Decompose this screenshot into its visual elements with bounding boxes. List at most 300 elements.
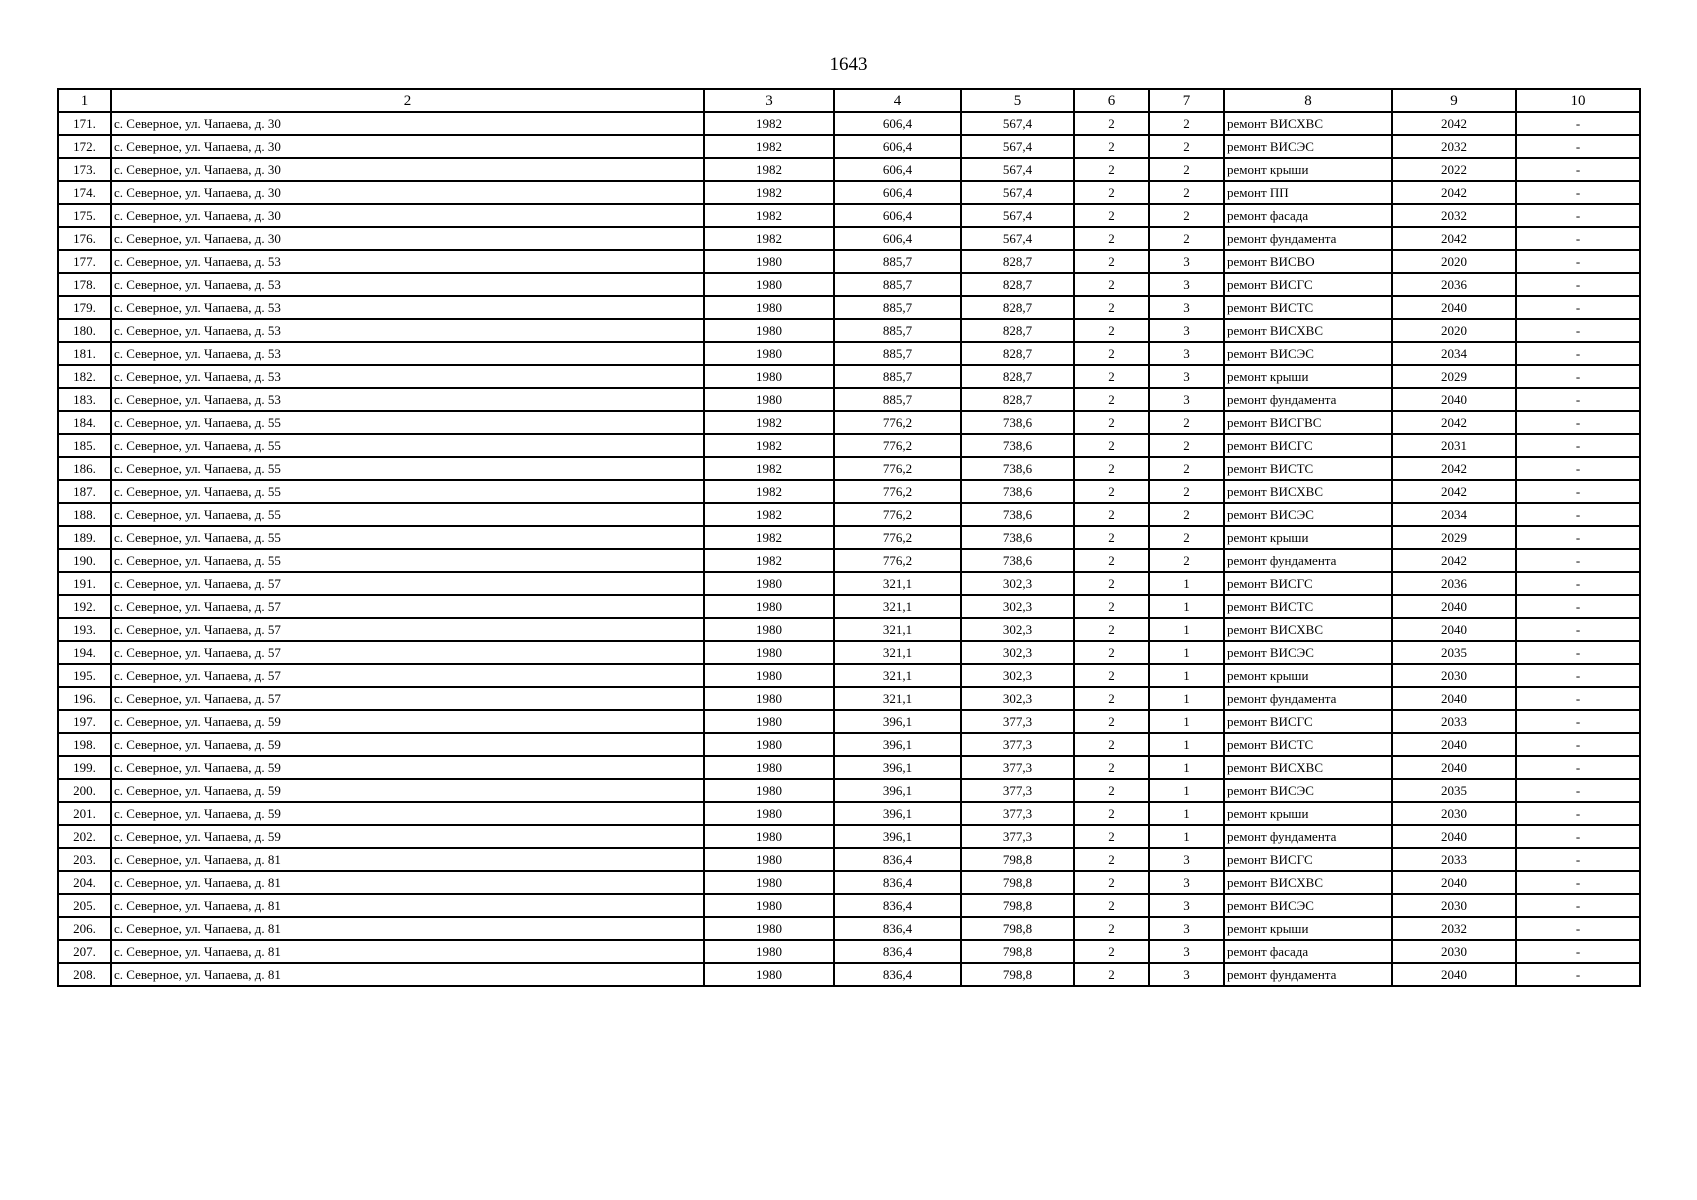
table-row bbox=[58, 319, 1640, 342]
entrances-cell: 2 bbox=[1149, 411, 1224, 434]
table-row bbox=[58, 687, 1640, 710]
total-area-cell: 776,2 bbox=[834, 503, 961, 526]
address-cell: с. Северное, ул. Чапаева, д. 57 bbox=[111, 641, 704, 664]
entrances-cell: 1 bbox=[1149, 733, 1224, 756]
year-cell: 1980 bbox=[704, 848, 834, 871]
table-row bbox=[58, 296, 1640, 319]
note-cell: - bbox=[1516, 158, 1640, 181]
year-cell: 1980 bbox=[704, 365, 834, 388]
entrances-cell: 1 bbox=[1149, 779, 1224, 802]
address-cell: с. Северное, ул. Чапаева, д. 30 bbox=[111, 227, 704, 250]
row-number-cell: 205. bbox=[58, 894, 111, 917]
floors-cell: 2 bbox=[1074, 388, 1149, 411]
row-number-cell: 181. bbox=[58, 342, 111, 365]
row-number-cell: 178. bbox=[58, 273, 111, 296]
table-row bbox=[58, 135, 1640, 158]
note-cell: - bbox=[1516, 457, 1640, 480]
floors-cell: 2 bbox=[1074, 480, 1149, 503]
column-header: 7 bbox=[1149, 89, 1224, 112]
note-cell: - bbox=[1516, 733, 1640, 756]
table-row bbox=[58, 434, 1640, 457]
address-cell: с. Северное, ул. Чапаева, д. 55 bbox=[111, 457, 704, 480]
header-row bbox=[58, 89, 1640, 112]
column-header: 10 bbox=[1516, 89, 1640, 112]
table-row bbox=[58, 733, 1640, 756]
year-cell: 1982 bbox=[704, 135, 834, 158]
planned-year-cell: 2022 bbox=[1392, 158, 1516, 181]
address-cell: с. Северное, ул. Чапаева, д. 53 bbox=[111, 296, 704, 319]
table-row bbox=[58, 250, 1640, 273]
entrances-cell: 2 bbox=[1149, 526, 1224, 549]
row-number-cell: 192. bbox=[58, 595, 111, 618]
table-row bbox=[58, 480, 1640, 503]
address-cell: с. Северное, ул. Чапаева, д. 59 bbox=[111, 802, 704, 825]
floors-cell: 2 bbox=[1074, 503, 1149, 526]
planned-year-cell: 2042 bbox=[1392, 181, 1516, 204]
entrances-cell: 3 bbox=[1149, 848, 1224, 871]
floors-cell: 2 bbox=[1074, 664, 1149, 687]
floors-cell: 2 bbox=[1074, 641, 1149, 664]
total-area-cell: 321,1 bbox=[834, 595, 961, 618]
entrances-cell: 3 bbox=[1149, 319, 1224, 342]
note-cell: - bbox=[1516, 135, 1640, 158]
planned-year-cell: 2032 bbox=[1392, 917, 1516, 940]
table-row bbox=[58, 848, 1640, 871]
floors-cell: 2 bbox=[1074, 687, 1149, 710]
table-row bbox=[58, 365, 1640, 388]
planned-year-cell: 2033 bbox=[1392, 710, 1516, 733]
work-type-cell: ремонт фундамента bbox=[1224, 388, 1392, 411]
planned-year-cell: 2040 bbox=[1392, 595, 1516, 618]
work-type-cell: ремонт ВИСГС bbox=[1224, 848, 1392, 871]
entrances-cell: 2 bbox=[1149, 112, 1224, 135]
entrances-cell: 2 bbox=[1149, 204, 1224, 227]
total-area-cell: 321,1 bbox=[834, 664, 961, 687]
total-area-cell: 396,1 bbox=[834, 733, 961, 756]
year-cell: 1982 bbox=[704, 526, 834, 549]
year-cell: 1982 bbox=[704, 434, 834, 457]
row-number-cell: 193. bbox=[58, 618, 111, 641]
column-header: 8 bbox=[1224, 89, 1392, 112]
note-cell: - bbox=[1516, 963, 1640, 986]
row-number-cell: 195. bbox=[58, 664, 111, 687]
table-row bbox=[58, 641, 1640, 664]
entrances-cell: 3 bbox=[1149, 365, 1224, 388]
address-cell: с. Северное, ул. Чапаева, д. 57 bbox=[111, 595, 704, 618]
row-number-cell: 208. bbox=[58, 963, 111, 986]
note-cell: - bbox=[1516, 871, 1640, 894]
living-area-cell: 828,7 bbox=[961, 296, 1074, 319]
address-cell: с. Северное, ул. Чапаева, д. 53 bbox=[111, 388, 704, 411]
address-cell: с. Северное, ул. Чапаева, д. 57 bbox=[111, 618, 704, 641]
total-area-cell: 776,2 bbox=[834, 434, 961, 457]
note-cell: - bbox=[1516, 273, 1640, 296]
row-number-cell: 191. bbox=[58, 572, 111, 595]
year-cell: 1982 bbox=[704, 112, 834, 135]
floors-cell: 2 bbox=[1074, 779, 1149, 802]
year-cell: 1980 bbox=[704, 641, 834, 664]
entrances-cell: 1 bbox=[1149, 572, 1224, 595]
floors-cell: 2 bbox=[1074, 963, 1149, 986]
entrances-cell: 3 bbox=[1149, 917, 1224, 940]
total-area-cell: 321,1 bbox=[834, 687, 961, 710]
entrances-cell: 2 bbox=[1149, 457, 1224, 480]
floors-cell: 2 bbox=[1074, 917, 1149, 940]
floors-cell: 2 bbox=[1074, 802, 1149, 825]
floors-cell: 2 bbox=[1074, 342, 1149, 365]
work-type-cell: ремонт крыши bbox=[1224, 802, 1392, 825]
living-area-cell: 828,7 bbox=[961, 273, 1074, 296]
table-row bbox=[58, 940, 1640, 963]
table-row bbox=[58, 158, 1640, 181]
entrances-cell: 1 bbox=[1149, 710, 1224, 733]
living-area-cell: 567,4 bbox=[961, 227, 1074, 250]
work-type-cell: ремонт ВИСХВС bbox=[1224, 319, 1392, 342]
work-type-cell: ремонт крыши bbox=[1224, 664, 1392, 687]
row-number-cell: 204. bbox=[58, 871, 111, 894]
year-cell: 1982 bbox=[704, 204, 834, 227]
floors-cell: 2 bbox=[1074, 756, 1149, 779]
planned-year-cell: 2030 bbox=[1392, 894, 1516, 917]
address-cell: с. Северное, ул. Чапаева, д. 55 bbox=[111, 526, 704, 549]
entrances-cell: 1 bbox=[1149, 618, 1224, 641]
year-cell: 1980 bbox=[704, 388, 834, 411]
table-row bbox=[58, 342, 1640, 365]
row-number-cell: 187. bbox=[58, 480, 111, 503]
floors-cell: 2 bbox=[1074, 595, 1149, 618]
total-area-cell: 396,1 bbox=[834, 825, 961, 848]
table-row bbox=[58, 595, 1640, 618]
entrances-cell: 2 bbox=[1149, 434, 1224, 457]
row-number-cell: 198. bbox=[58, 733, 111, 756]
row-number-cell: 184. bbox=[58, 411, 111, 434]
address-cell: с. Северное, ул. Чапаева, д. 59 bbox=[111, 779, 704, 802]
work-type-cell: ремонт ВИСГВС bbox=[1224, 411, 1392, 434]
living-area-cell: 302,3 bbox=[961, 572, 1074, 595]
planned-year-cell: 2029 bbox=[1392, 365, 1516, 388]
floors-cell: 2 bbox=[1074, 158, 1149, 181]
living-area-cell: 798,8 bbox=[961, 917, 1074, 940]
work-type-cell: ремонт ВИСГС bbox=[1224, 434, 1392, 457]
note-cell: - bbox=[1516, 204, 1640, 227]
year-cell: 1980 bbox=[704, 894, 834, 917]
total-area-cell: 836,4 bbox=[834, 871, 961, 894]
address-cell: с. Северное, ул. Чапаева, д. 55 bbox=[111, 434, 704, 457]
year-cell: 1980 bbox=[704, 756, 834, 779]
year-cell: 1980 bbox=[704, 963, 834, 986]
floors-cell: 2 bbox=[1074, 296, 1149, 319]
table-row bbox=[58, 917, 1640, 940]
address-cell: с. Северное, ул. Чапаева, д. 30 bbox=[111, 181, 704, 204]
floors-cell: 2 bbox=[1074, 733, 1149, 756]
row-number-cell: 196. bbox=[58, 687, 111, 710]
living-area-cell: 828,7 bbox=[961, 388, 1074, 411]
year-cell: 1980 bbox=[704, 319, 834, 342]
entrances-cell: 1 bbox=[1149, 687, 1224, 710]
year-cell: 1980 bbox=[704, 342, 834, 365]
column-header: 3 bbox=[704, 89, 834, 112]
year-cell: 1980 bbox=[704, 733, 834, 756]
planned-year-cell: 2042 bbox=[1392, 227, 1516, 250]
table-row bbox=[58, 963, 1640, 986]
table-row bbox=[58, 181, 1640, 204]
work-type-cell: ремонт ВИСЭС bbox=[1224, 894, 1392, 917]
total-area-cell: 606,4 bbox=[834, 227, 961, 250]
entrances-cell: 3 bbox=[1149, 963, 1224, 986]
row-number-cell: 175. bbox=[58, 204, 111, 227]
year-cell: 1980 bbox=[704, 572, 834, 595]
living-area-cell: 828,7 bbox=[961, 319, 1074, 342]
table-row bbox=[58, 572, 1640, 595]
entrances-cell: 2 bbox=[1149, 158, 1224, 181]
column-header: 1 bbox=[58, 89, 111, 112]
table-row bbox=[58, 227, 1640, 250]
entrances-cell: 3 bbox=[1149, 388, 1224, 411]
living-area-cell: 377,3 bbox=[961, 733, 1074, 756]
note-cell: - bbox=[1516, 802, 1640, 825]
planned-year-cell: 2036 bbox=[1392, 572, 1516, 595]
planned-year-cell: 2030 bbox=[1392, 802, 1516, 825]
total-area-cell: 321,1 bbox=[834, 641, 961, 664]
planned-year-cell: 2040 bbox=[1392, 963, 1516, 986]
year-cell: 1980 bbox=[704, 687, 834, 710]
total-area-cell: 396,1 bbox=[834, 756, 961, 779]
row-number-cell: 183. bbox=[58, 388, 111, 411]
note-cell: - bbox=[1516, 112, 1640, 135]
note-cell: - bbox=[1516, 825, 1640, 848]
work-type-cell: ремонт крыши bbox=[1224, 917, 1392, 940]
year-cell: 1982 bbox=[704, 227, 834, 250]
address-cell: с. Северное, ул. Чапаева, д. 81 bbox=[111, 871, 704, 894]
page-number: 1643 bbox=[829, 54, 868, 75]
work-type-cell: ремонт фундамента bbox=[1224, 825, 1392, 848]
work-type-cell: ремонт крыши bbox=[1224, 365, 1392, 388]
work-type-cell: ремонт ВИСХВС bbox=[1224, 112, 1392, 135]
living-area-cell: 798,8 bbox=[961, 940, 1074, 963]
planned-year-cell: 2040 bbox=[1392, 733, 1516, 756]
living-area-cell: 738,6 bbox=[961, 411, 1074, 434]
floors-cell: 2 bbox=[1074, 572, 1149, 595]
floors-cell: 2 bbox=[1074, 181, 1149, 204]
entrances-cell: 2 bbox=[1149, 549, 1224, 572]
column-header: 6 bbox=[1074, 89, 1149, 112]
entrances-cell: 2 bbox=[1149, 181, 1224, 204]
entrances-cell: 2 bbox=[1149, 135, 1224, 158]
year-cell: 1980 bbox=[704, 273, 834, 296]
living-area-cell: 567,4 bbox=[961, 181, 1074, 204]
work-type-cell: ремонт фундамента bbox=[1224, 227, 1392, 250]
table-row bbox=[58, 710, 1640, 733]
entrances-cell: 3 bbox=[1149, 871, 1224, 894]
row-number-cell: 194. bbox=[58, 641, 111, 664]
floors-cell: 2 bbox=[1074, 273, 1149, 296]
note-cell: - bbox=[1516, 227, 1640, 250]
row-number-cell: 200. bbox=[58, 779, 111, 802]
living-area-cell: 738,6 bbox=[961, 434, 1074, 457]
work-type-cell: ремонт ВИСТС bbox=[1224, 457, 1392, 480]
address-cell: с. Северное, ул. Чапаева, д. 59 bbox=[111, 825, 704, 848]
entrances-cell: 3 bbox=[1149, 250, 1224, 273]
table-row bbox=[58, 618, 1640, 641]
address-cell: с. Северное, ул. Чапаева, д. 81 bbox=[111, 940, 704, 963]
living-area-cell: 738,6 bbox=[961, 526, 1074, 549]
table-row bbox=[58, 802, 1640, 825]
living-area-cell: 828,7 bbox=[961, 342, 1074, 365]
address-cell: с. Северное, ул. Чапаева, д. 81 bbox=[111, 963, 704, 986]
work-type-cell: ремонт ВИСЭС bbox=[1224, 779, 1392, 802]
note-cell: - bbox=[1516, 342, 1640, 365]
note-cell: - bbox=[1516, 687, 1640, 710]
total-area-cell: 885,7 bbox=[834, 273, 961, 296]
column-header: 9 bbox=[1392, 89, 1516, 112]
entrances-cell: 3 bbox=[1149, 940, 1224, 963]
address-cell: с. Северное, ул. Чапаева, д. 30 bbox=[111, 204, 704, 227]
row-number-cell: 190. bbox=[58, 549, 111, 572]
note-cell: - bbox=[1516, 664, 1640, 687]
living-area-cell: 828,7 bbox=[961, 250, 1074, 273]
year-cell: 1980 bbox=[704, 917, 834, 940]
total-area-cell: 321,1 bbox=[834, 618, 961, 641]
row-number-cell: 177. bbox=[58, 250, 111, 273]
planned-year-cell: 2030 bbox=[1392, 940, 1516, 963]
note-cell: - bbox=[1516, 618, 1640, 641]
row-number-cell: 197. bbox=[58, 710, 111, 733]
table-row bbox=[58, 204, 1640, 227]
note-cell: - bbox=[1516, 894, 1640, 917]
address-cell: с. Северное, ул. Чапаева, д. 57 bbox=[111, 572, 704, 595]
column-header: 5 bbox=[961, 89, 1074, 112]
work-type-cell: ремонт крыши bbox=[1224, 526, 1392, 549]
work-type-cell: ремонт ВИСТС bbox=[1224, 595, 1392, 618]
row-number-cell: 172. bbox=[58, 135, 111, 158]
row-number-cell: 176. bbox=[58, 227, 111, 250]
planned-year-cell: 2040 bbox=[1392, 871, 1516, 894]
note-cell: - bbox=[1516, 319, 1640, 342]
planned-year-cell: 2042 bbox=[1392, 549, 1516, 572]
row-number-cell: 171. bbox=[58, 112, 111, 135]
total-area-cell: 836,4 bbox=[834, 894, 961, 917]
planned-year-cell: 2040 bbox=[1392, 388, 1516, 411]
address-cell: с. Северное, ул. Чапаева, д. 30 bbox=[111, 135, 704, 158]
note-cell: - bbox=[1516, 503, 1640, 526]
year-cell: 1980 bbox=[704, 940, 834, 963]
address-cell: с. Северное, ул. Чапаева, д. 55 bbox=[111, 549, 704, 572]
note-cell: - bbox=[1516, 480, 1640, 503]
work-type-cell: ремонт ВИСГС bbox=[1224, 572, 1392, 595]
planned-year-cell: 2040 bbox=[1392, 618, 1516, 641]
year-cell: 1980 bbox=[704, 871, 834, 894]
table-row bbox=[58, 112, 1640, 135]
note-cell: - bbox=[1516, 940, 1640, 963]
total-area-cell: 606,4 bbox=[834, 204, 961, 227]
note-cell: - bbox=[1516, 411, 1640, 434]
floors-cell: 2 bbox=[1074, 825, 1149, 848]
planned-year-cell: 2020 bbox=[1392, 319, 1516, 342]
work-type-cell: ремонт фундамента bbox=[1224, 549, 1392, 572]
total-area-cell: 776,2 bbox=[834, 549, 961, 572]
living-area-cell: 377,3 bbox=[961, 779, 1074, 802]
row-number-cell: 186. bbox=[58, 457, 111, 480]
work-type-cell: ремонт ВИСВО bbox=[1224, 250, 1392, 273]
address-cell: с. Северное, ул. Чапаева, д. 81 bbox=[111, 917, 704, 940]
row-number-cell: 179. bbox=[58, 296, 111, 319]
total-area-cell: 776,2 bbox=[834, 480, 961, 503]
floors-cell: 2 bbox=[1074, 848, 1149, 871]
address-cell: с. Северное, ул. Чапаева, д. 81 bbox=[111, 848, 704, 871]
total-area-cell: 606,4 bbox=[834, 135, 961, 158]
address-cell: с. Северное, ул. Чапаева, д. 55 bbox=[111, 411, 704, 434]
floors-cell: 2 bbox=[1074, 135, 1149, 158]
address-cell: с. Северное, ул. Чапаева, д. 53 bbox=[111, 319, 704, 342]
work-type-cell: ремонт фундамента bbox=[1224, 963, 1392, 986]
living-area-cell: 738,6 bbox=[961, 480, 1074, 503]
floors-cell: 2 bbox=[1074, 871, 1149, 894]
total-area-cell: 606,4 bbox=[834, 158, 961, 181]
living-area-cell: 567,4 bbox=[961, 204, 1074, 227]
floors-cell: 2 bbox=[1074, 250, 1149, 273]
address-cell: с. Северное, ул. Чапаева, д. 53 bbox=[111, 273, 704, 296]
planned-year-cell: 2042 bbox=[1392, 112, 1516, 135]
total-area-cell: 836,4 bbox=[834, 940, 961, 963]
row-number-cell: 173. bbox=[58, 158, 111, 181]
note-cell: - bbox=[1516, 848, 1640, 871]
year-cell: 1980 bbox=[704, 618, 834, 641]
entrances-cell: 1 bbox=[1149, 802, 1224, 825]
table-row bbox=[58, 549, 1640, 572]
planned-year-cell: 2040 bbox=[1392, 825, 1516, 848]
note-cell: - bbox=[1516, 756, 1640, 779]
floors-cell: 2 bbox=[1074, 434, 1149, 457]
row-number-cell: 188. bbox=[58, 503, 111, 526]
year-cell: 1980 bbox=[704, 664, 834, 687]
living-area-cell: 798,8 bbox=[961, 848, 1074, 871]
address-cell: с. Северное, ул. Чапаева, д. 53 bbox=[111, 342, 704, 365]
note-cell: - bbox=[1516, 296, 1640, 319]
table-row bbox=[58, 894, 1640, 917]
row-number-cell: 185. bbox=[58, 434, 111, 457]
table-row bbox=[58, 871, 1640, 894]
table-row bbox=[58, 756, 1640, 779]
year-cell: 1982 bbox=[704, 457, 834, 480]
table-row bbox=[58, 664, 1640, 687]
work-type-cell: ремонт ВИСХВС bbox=[1224, 756, 1392, 779]
year-cell: 1980 bbox=[704, 825, 834, 848]
work-type-cell: ремонт ВИСГС bbox=[1224, 710, 1392, 733]
living-area-cell: 377,3 bbox=[961, 710, 1074, 733]
planned-year-cell: 2036 bbox=[1392, 273, 1516, 296]
living-area-cell: 798,8 bbox=[961, 894, 1074, 917]
row-number-cell: 182. bbox=[58, 365, 111, 388]
table-row bbox=[58, 526, 1640, 549]
entrances-cell: 1 bbox=[1149, 756, 1224, 779]
entrances-cell: 3 bbox=[1149, 296, 1224, 319]
total-area-cell: 776,2 bbox=[834, 526, 961, 549]
living-area-cell: 302,3 bbox=[961, 641, 1074, 664]
floors-cell: 2 bbox=[1074, 204, 1149, 227]
work-type-cell: ремонт ПП bbox=[1224, 181, 1392, 204]
column-header: 4 bbox=[834, 89, 961, 112]
row-number-cell: 201. bbox=[58, 802, 111, 825]
total-area-cell: 776,2 bbox=[834, 457, 961, 480]
row-number-cell: 207. bbox=[58, 940, 111, 963]
address-cell: с. Северное, ул. Чапаева, д. 57 bbox=[111, 687, 704, 710]
planned-year-cell: 2034 bbox=[1392, 342, 1516, 365]
planned-year-cell: 2042 bbox=[1392, 457, 1516, 480]
note-cell: - bbox=[1516, 388, 1640, 411]
address-cell: с. Северное, ул. Чапаева, д. 57 bbox=[111, 664, 704, 687]
total-area-cell: 606,4 bbox=[834, 181, 961, 204]
total-area-cell: 836,4 bbox=[834, 963, 961, 986]
